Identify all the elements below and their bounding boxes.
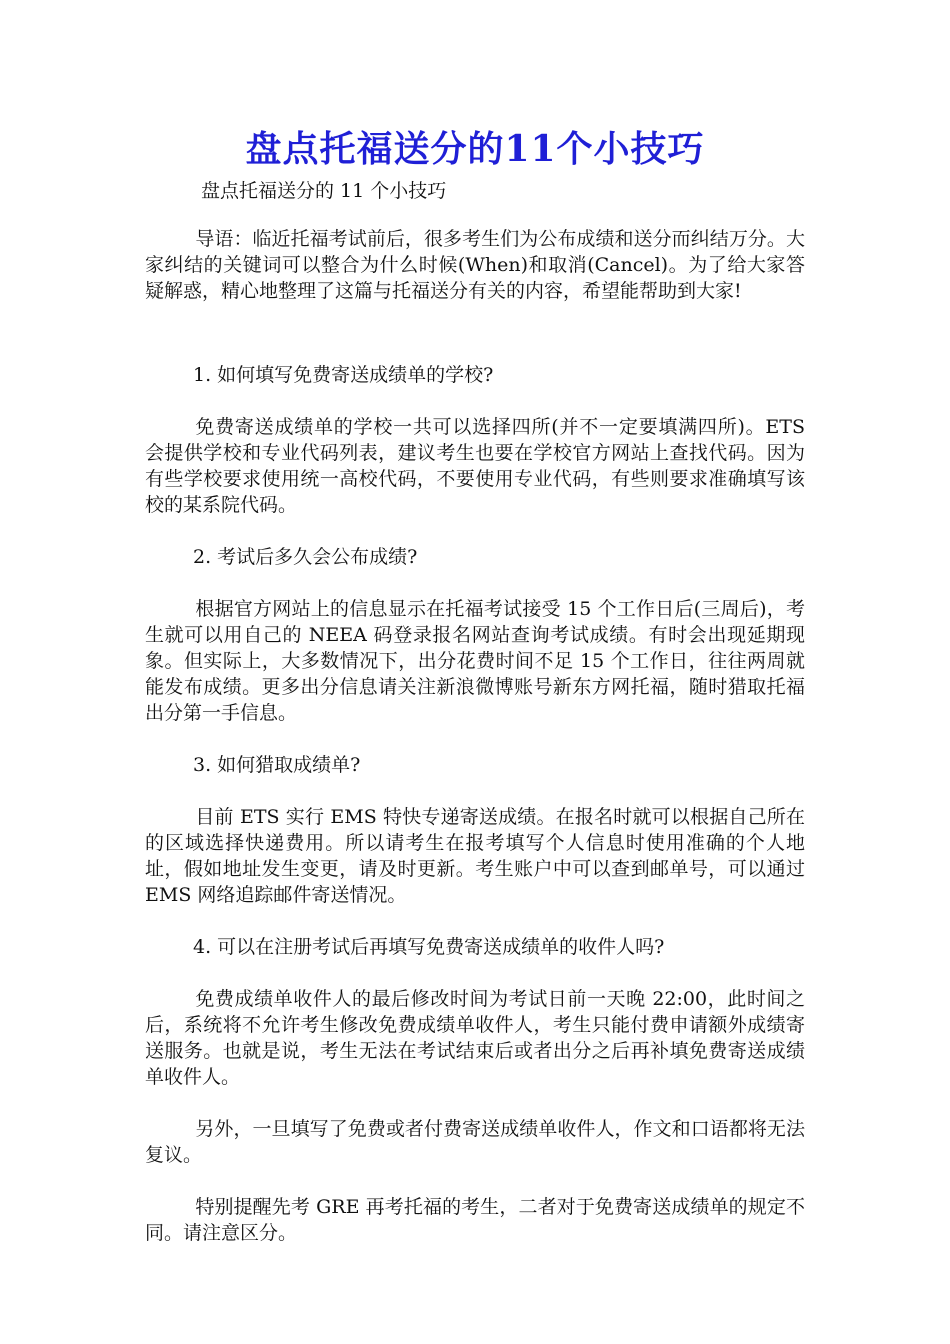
note-paragraph-2: 特别提醒先考 GRE 再考托福的考生，二者对于免费寄送成绩单的规定不同。请注意区分。 xyxy=(145,1196,805,1244)
intro-paragraph: 导语：临近托福考试前后，很多考生们为公布成绩和送分而纠结万分。大家纠结的关键词可以整合为什么时候(When)和取消(Cancel)。为了给大家答疑解惑，精心地整理了这篇与托福送分有关的内容，希望能帮助到大家! xyxy=(145,228,805,302)
question-heading-1: 1. 如何填写免费寄送成绩单的学校? xyxy=(193,364,494,386)
document-page xyxy=(145,120,805,1272)
answer-paragraph-1: 免费寄送成绩单的学校一共可以选择四所(并不一定要填满四所)。ETS 会提供学校和专业代码列表，建议考生也要在学校官方网站上查找代码。因为有些学校要求使用统一高校代码，不要使用专业代码，有些则要求准确填写该校的某系院代码。 xyxy=(145,416,805,516)
answer-paragraph-4: 免费成绩单收件人的最后修改时间为考试日前一天晚 22:00，此时间之后，系统将不允许考生修改免费成绩单收件人，考生只能付费申请额外成绩寄送服务。也就是说，考生无法在考试结束后或者出分之后再补填免费寄送成绩单收件人。 xyxy=(145,988,805,1088)
document-subtitle: 盘点托福送分的 11 个小技巧 xyxy=(201,180,447,202)
question-heading-4: 4. 可以在注册考试后再填写免费寄送成绩单的收件人吗? xyxy=(193,936,665,958)
document-title: 盘点托福送分的11个小技巧 xyxy=(245,128,705,170)
question-heading-2: 2. 考试后多久会公布成绩? xyxy=(193,546,418,568)
note-paragraph-1: 另外，一旦填写了免费或者付费寄送成绩单收件人，作文和口语都将无法复议。 xyxy=(145,1118,805,1166)
answer-paragraph-3: 目前 ETS 实行 EMS 特快专递寄送成绩。在报名时就可以根据自己所在的区域选择快递费用。所以请考生在报考填写个人信息时使用准确的个人地址，假如地址发生变更，请及时更新。考生账户中可以查到邮单号，可以通过 EMS 网络追踪邮件寄送情况。 xyxy=(145,806,805,906)
answer-paragraph-2: 根据官方网站上的信息显示在托福考试接受 15 个工作日后(三周后)，考生就可以用自己的 NEEA 码登录报名网站查询考试成绩。有时会出现延期现象。但实际上，大多数情况下，出分花费时间不足 15 个工作日，往往两周就能发布成绩。更多出分信息请关注新浪微博账号新东方网托福，随时猎取托福出分第一手信息。 xyxy=(145,598,805,724)
question-heading-3: 3. 如何猎取成绩单? xyxy=(193,754,361,776)
